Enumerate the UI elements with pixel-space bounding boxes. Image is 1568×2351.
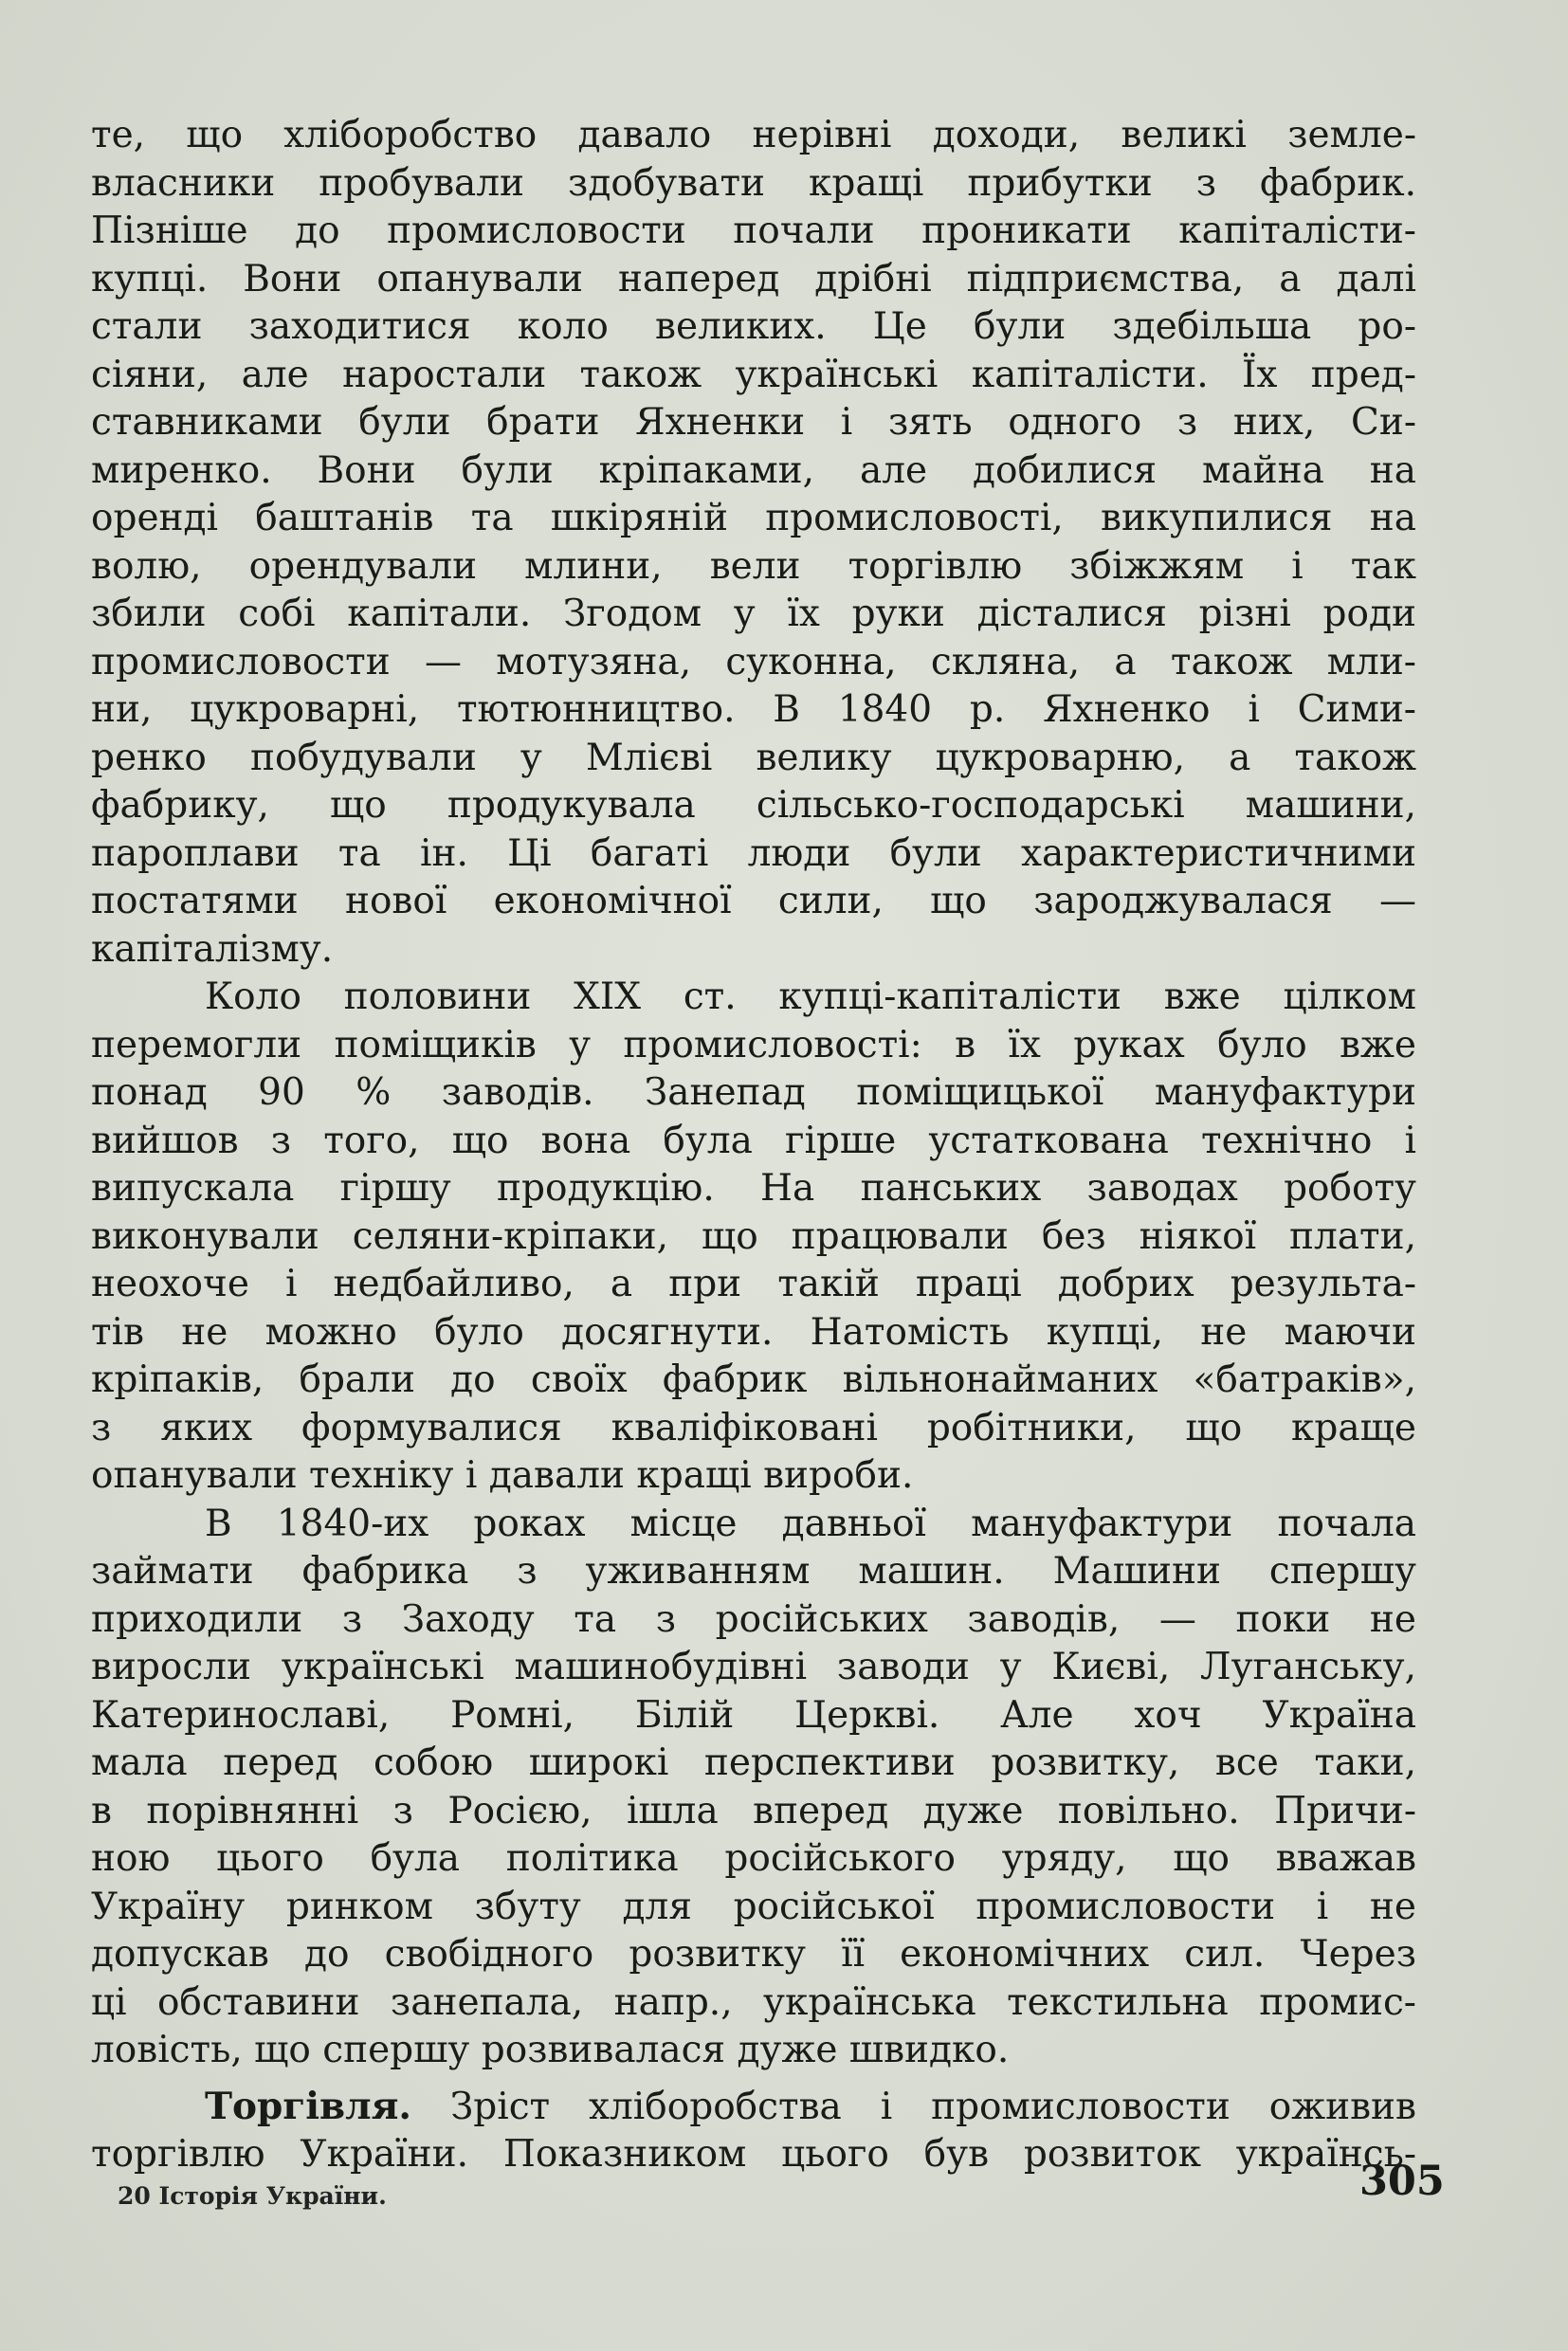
text-line: опанували техніку і давали кращі вироби. <box>91 1454 914 1497</box>
section-heading: Торгівля. <box>205 2084 412 2128</box>
text-line: те, що хліборобство давало нерівні доходи, великі земле- <box>91 114 1416 156</box>
text-line: ці обставини занепала, напр., українська текстильна промис- <box>91 1980 1416 2024</box>
text-line: ни, цукроварні, тютюнництво. В 1840 р. Яхненко і Сими- <box>91 688 1416 731</box>
text-line: неохоче і недбайливо, а при такій праці добрих результа- <box>91 1263 1416 1305</box>
text-line: волю, орендували млини, вели торгівлю збіжжям і так <box>91 544 1416 588</box>
paragraph-3 <box>91 1501 1416 2075</box>
text-line <box>91 2083 1416 2132</box>
text-line: виконували селяни-кріпаки, що працювали без ніякої плати, <box>91 1214 1416 1258</box>
text-line: капіталізму. <box>91 927 334 971</box>
text-line: понад 90 % заводів. Занепад поміщицької мануфактури <box>91 1071 1416 1114</box>
text-line: торгівлю України. Показником цього був розвиток українсь- <box>91 2133 1416 2176</box>
text-line: з яких формувалися кваліфіковані робітники, що краще <box>91 1406 1416 1449</box>
text-line: Коло половини XIX ст. купці-капіталісти вже цілком <box>205 975 1416 1018</box>
text-line: в порівнянні з Росією, ішла вперед дуже повільно. Причи- <box>91 1789 1416 1832</box>
text-line: Пізніше до промисловости почали проникати капіталісти- <box>91 210 1416 252</box>
text-line: Україну ринком збуту для російської промисловости і не <box>91 1885 1416 1928</box>
text-line: купці. Вони опанували наперед дрібні підприємства, а далі <box>91 257 1416 301</box>
text-line: пароплави та ін. Ці багаті люди були характеристичними <box>91 831 1416 875</box>
text-line: ловість, що спершу розвивалася дуже швидко. <box>91 2029 1010 2071</box>
text-line: займати фабрика з уживанням машин. Машини спершу <box>91 1550 1416 1593</box>
text-line: тів не можно було досягнути. Натомість купці, не маючи <box>91 1310 1416 1354</box>
body-text <box>91 112 1416 2179</box>
text-line: ною цього була політика російського уряду, що вважав <box>91 1837 1416 1880</box>
signature-mark: 20 Історія України. <box>118 2182 387 2210</box>
text-line: ставниками були брати Яхненки і зять одного з них, Си- <box>91 401 1416 444</box>
text-line: Катеринославі, Ромні, Білій Церкві. Але хоч Україна <box>91 1693 1416 1737</box>
text-line: В 1840-их роках місце давньої мануфактури почала <box>205 1502 1416 1545</box>
text-line: ренко побудували у Млієві велику цукроварню, а також <box>91 736 1416 779</box>
text-line: постатями нової економічної сили, що зароджувалася — <box>91 880 1416 922</box>
text-line: допускав до свобідного розвитку її економічних сил. Через <box>91 1933 1416 1976</box>
text-line: власники пробували здобувати кращі прибутки з фабрик. <box>91 161 1416 205</box>
text-line: сіяни, але наростали також українські капіталісти. Їх пред- <box>91 353 1416 396</box>
text-line: кріпаків, брали до своїх фабрик вільнонайманих «батраків», <box>91 1358 1416 1401</box>
text-line: випускала гіршу продукцію. На панських заводах роботу <box>91 1167 1416 1210</box>
text-line: фабрику, що продукувала сільсько-господарські машини, <box>91 784 1416 827</box>
text-line: мала перед собою широкі перспективи розвитку, все таки, <box>91 1741 1416 1784</box>
text-line: збили собі капітали. Згодом у їх руки дісталися різні роди <box>91 592 1416 635</box>
text-run: Зріст хліборобства і промисловости оживив <box>449 2085 1416 2128</box>
text-line: вийшов з того, що вона була гірше устаткована технічно і <box>91 1119 1416 1162</box>
text-line: виросли українські машинобудівні заводи у Києві, Луганську, <box>91 1646 1416 1688</box>
text-line: промисловости — мотузяна, суконна, скляна, а також мли- <box>91 640 1416 683</box>
text-line: оренді баштанів та шкіряній промисловості, викупилися на <box>91 497 1416 539</box>
paragraph-1 <box>91 112 1416 974</box>
paragraph-2 <box>91 974 1416 1501</box>
paragraph-4 <box>91 2083 1416 2179</box>
text-line: приходили з Заходу та з російських заводів, — поки не <box>91 1597 1416 1641</box>
text-line: стали заходитися коло великих. Це були здебільша ро- <box>91 305 1416 348</box>
text-line: миренко. Вони були кріпаками, але добилися майна на <box>91 448 1416 492</box>
page-number: 305 <box>1359 2158 1445 2205</box>
text-line: перемогли поміщиків у промисловості: в їх руках було вже <box>91 1023 1416 1066</box>
